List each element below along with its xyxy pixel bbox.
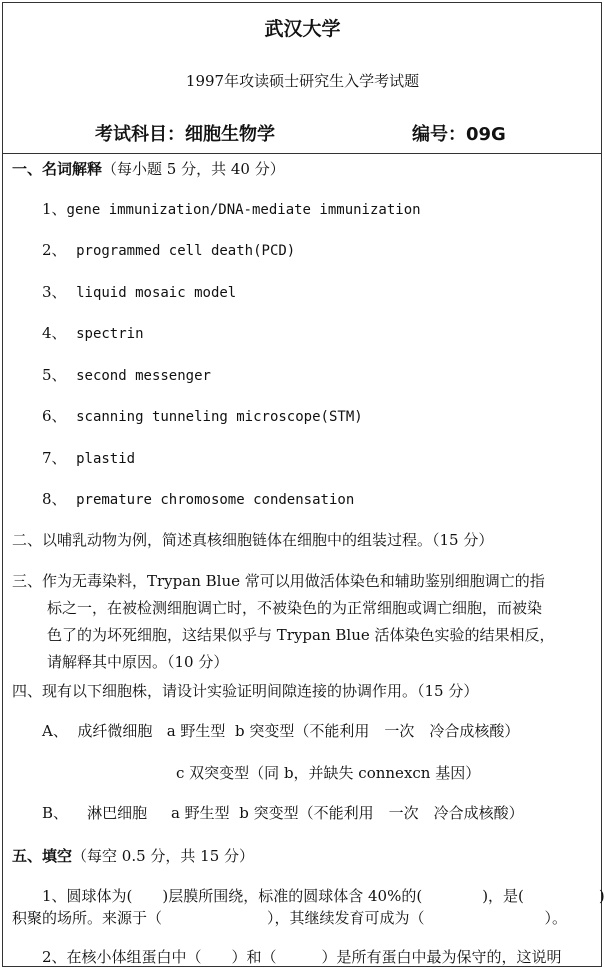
fill-q1-line1: 1、圆球体为( )层膜所围绕，标准的圆球体含 40%的( )，是( ) xyxy=(42,887,605,905)
list-item: 1、gene immunization/DNA-mediate immunization xyxy=(42,200,421,218)
section3-line3: 色了的为坏死细胞，这结果似乎与 Trypan Blue 活体染色实验的结果相反， xyxy=(47,626,555,644)
section4-rowA: A、 成纤微细胞 a 野生型 b 突变型（不能利用 一次 冷合成核酸） xyxy=(42,722,520,740)
section2-question: 二、以哺乳动物为例，简述真核细胞链体在细胞中的组装过程。（15 分） xyxy=(12,531,494,549)
fill-q2-line1: 2、在核小体组蛋白中（ ）和（ ）是所有蛋白中最为保守的，这说明 xyxy=(42,948,562,966)
list-item: 7、 plastid xyxy=(42,449,136,467)
list-item: 2、 programmed cell death(PCD) xyxy=(42,241,296,259)
section3-line4: 请解释其中原因。（10 分） xyxy=(47,653,229,671)
section5-note: （每空 0.5 分，共 15 分） xyxy=(72,847,255,865)
section5-heading xyxy=(12,845,254,866)
section3-line2: 标之一，在被检测细胞调亡时，不被染色的为正常细胞或调亡细胞，而被染 xyxy=(47,599,543,617)
section1-note: （每小题 5 分，共 40 分） xyxy=(102,160,285,178)
list-item: 6、 scanning tunneling microscope(STM) xyxy=(42,407,363,425)
section5-title: 五、填空 xyxy=(12,847,73,865)
list-item: 3、 liquid mosaic model xyxy=(42,283,237,301)
section4-rowA-c: c 双突变型（同 b，并缺失 connexcn 基因） xyxy=(176,764,481,782)
list-item: 8、 premature chromosome condensation xyxy=(42,490,355,508)
section1-title: 一、名词解释 xyxy=(12,160,103,178)
section3-line1: 三、作为无毒染料，Trypan Blue 常可以用做活体染色和辅助鉴别细胞调亡的指 xyxy=(12,572,545,590)
exam-code: 编号：09G xyxy=(412,124,506,145)
exam-title: 1997年攻读硕士研究生入学考试题 xyxy=(185,72,420,90)
list-item: 4、 spectrin xyxy=(42,324,144,342)
section1-heading xyxy=(12,158,285,179)
list-item: 5、 second messenger xyxy=(42,366,211,384)
university-title: 武汉大学 xyxy=(264,18,341,40)
section4-question: 四、现有以下细胞株，请设计实验证明间隙连接的协调作用。（15 分） xyxy=(12,682,479,700)
section4-rowB: B、 淋巴细胞 a 野生型 b 突变型（不能利用 一次 冷合成核酸） xyxy=(42,804,524,822)
fill-q1-line2: 积聚的场所。来源于（ ），其继续发育可成为（ ）。 xyxy=(12,909,568,927)
exam-subject: 考试科目：细胞生物学 xyxy=(95,124,275,145)
